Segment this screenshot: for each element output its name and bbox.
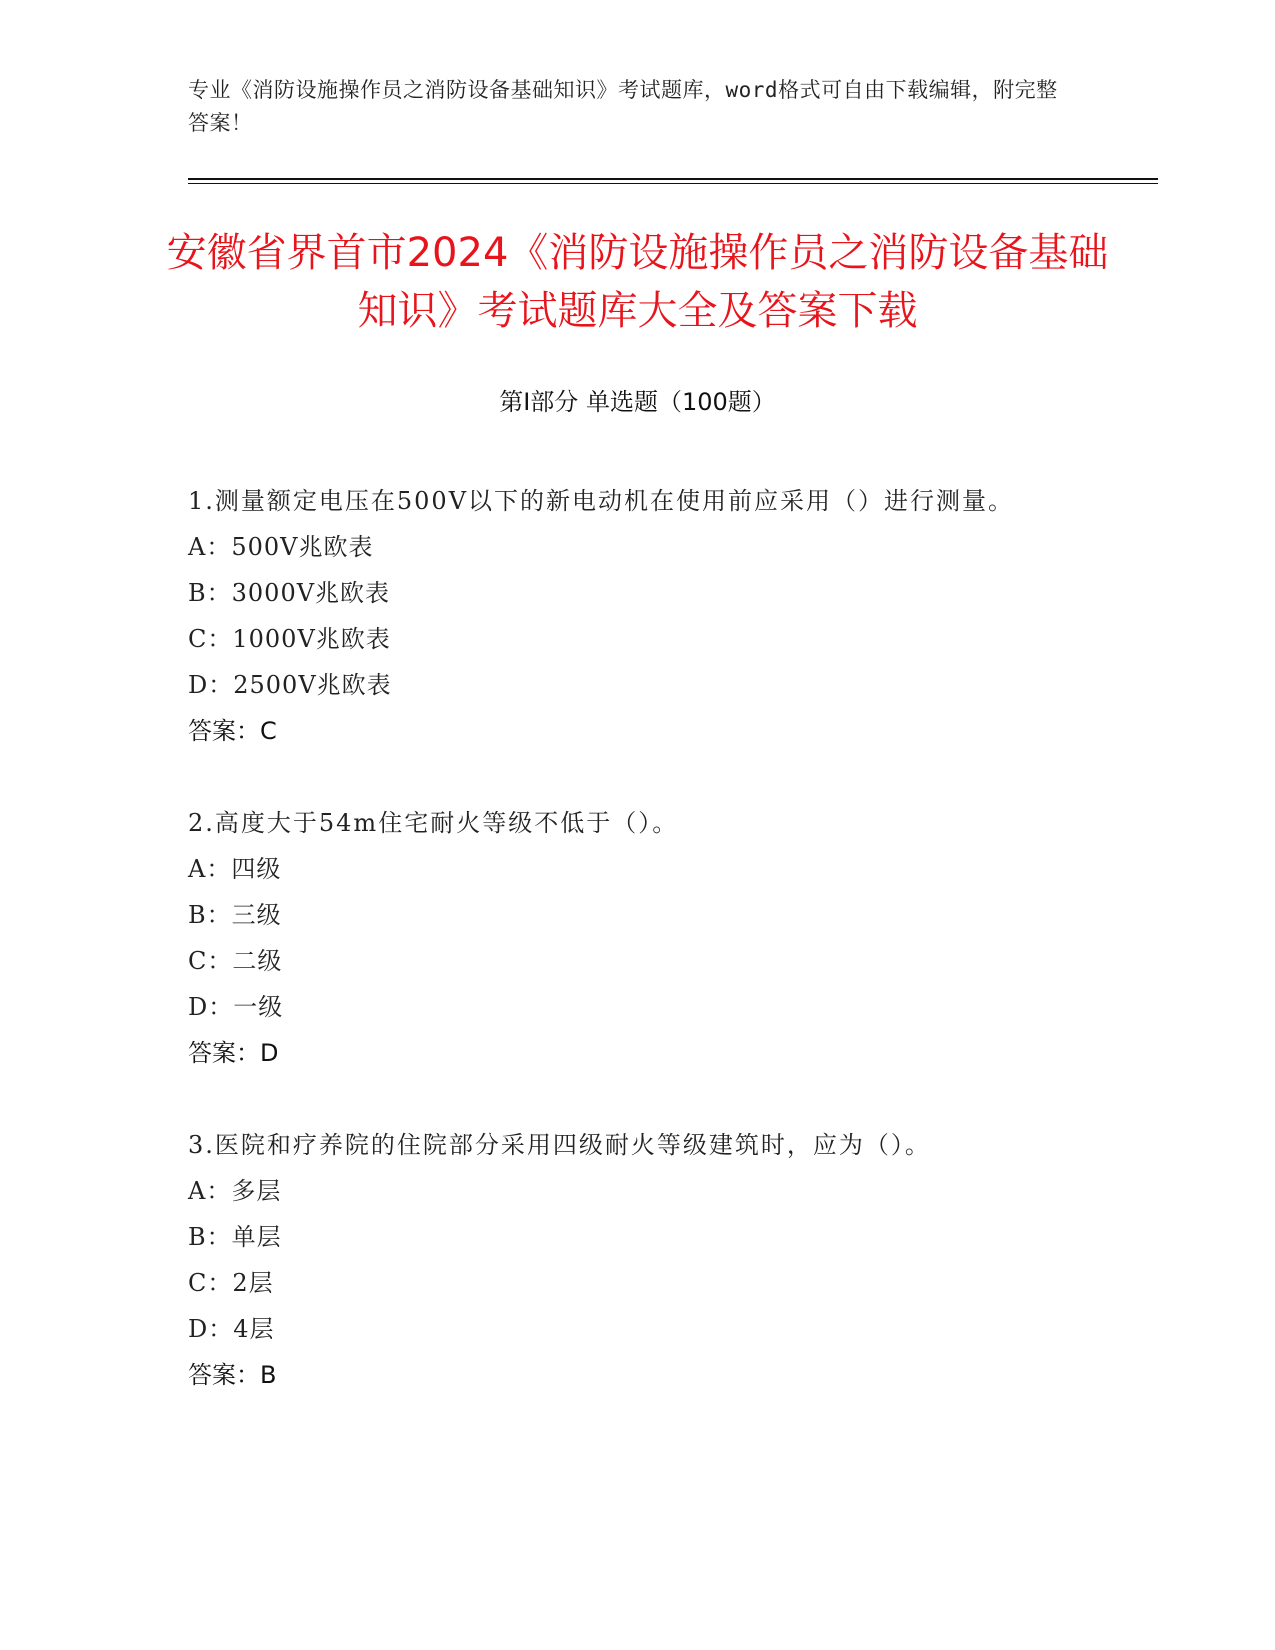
option-label: B： [188, 901, 232, 929]
option-c [188, 938, 1088, 984]
option-b [188, 570, 1088, 616]
question-list [188, 478, 1088, 1444]
option-b [188, 1214, 1088, 1260]
option-label: D： [188, 671, 234, 699]
option-text: 三级 [231, 901, 282, 929]
question-1 [188, 478, 1088, 754]
option-text: 1000V兆欧表 [232, 625, 391, 653]
option-label: B： [188, 579, 232, 607]
option-c [188, 616, 1088, 662]
question-3 [188, 1122, 1088, 1398]
header-rule-top [188, 178, 1158, 180]
option-c [188, 1260, 1088, 1306]
question-2 [188, 800, 1088, 1076]
question-stem: 1.测量额定电压在500V以下的新电动机在使用前应采用（）进行测量。 [188, 487, 1015, 515]
option-label: D： [188, 993, 234, 1021]
option-a [188, 1168, 1088, 1214]
option-a [188, 524, 1088, 570]
option-text: 四级 [231, 855, 282, 883]
answer-line: 答案：C [188, 717, 277, 745]
header-rule-bottom [188, 183, 1158, 184]
option-text: 多层 [231, 1177, 282, 1205]
option-label: A： [188, 855, 232, 883]
option-label: A： [188, 533, 232, 561]
option-label: C： [188, 625, 233, 653]
document-title: 安徽省界首市2024《消防设施操作员之消防设备基础知识》考试题库大全及答案下载 [166, 230, 1109, 334]
option-text: 单层 [231, 1223, 282, 1251]
option-label: C： [188, 1269, 233, 1297]
answer-line: 答案：D [188, 1039, 279, 1067]
option-label: A： [188, 1177, 232, 1205]
option-label: D： [188, 1315, 234, 1343]
option-text: 2层 [232, 1269, 274, 1297]
header-note: 专业《消防设施操作员之消防设备基础知识》考试题库，word格式可自由下载编辑，附完整答案！ [188, 78, 1058, 135]
option-a [188, 846, 1088, 892]
section-title: 第Ⅰ部分 单选题（100题） [499, 388, 776, 416]
option-text: 3000V兆欧表 [231, 579, 391, 607]
option-d [188, 984, 1088, 1030]
option-b [188, 892, 1088, 938]
option-text: 2500V兆欧表 [233, 671, 392, 699]
option-text: 4层 [233, 1315, 275, 1343]
question-stem: 3.医院和疗养院的住院部分采用四级耐火等级建筑时，应为（）。 [188, 1131, 931, 1159]
question-stem: 2.高度大于54m住宅耐火等级不低于（）。 [188, 809, 679, 837]
option-text: 500V兆欧表 [231, 533, 374, 561]
option-text: 二级 [232, 947, 283, 975]
option-d [188, 1306, 1088, 1352]
option-label: B： [188, 1223, 232, 1251]
option-label: C： [188, 947, 233, 975]
option-text: 一级 [233, 993, 284, 1021]
option-d [188, 662, 1088, 708]
answer-line: 答案：B [188, 1361, 277, 1389]
